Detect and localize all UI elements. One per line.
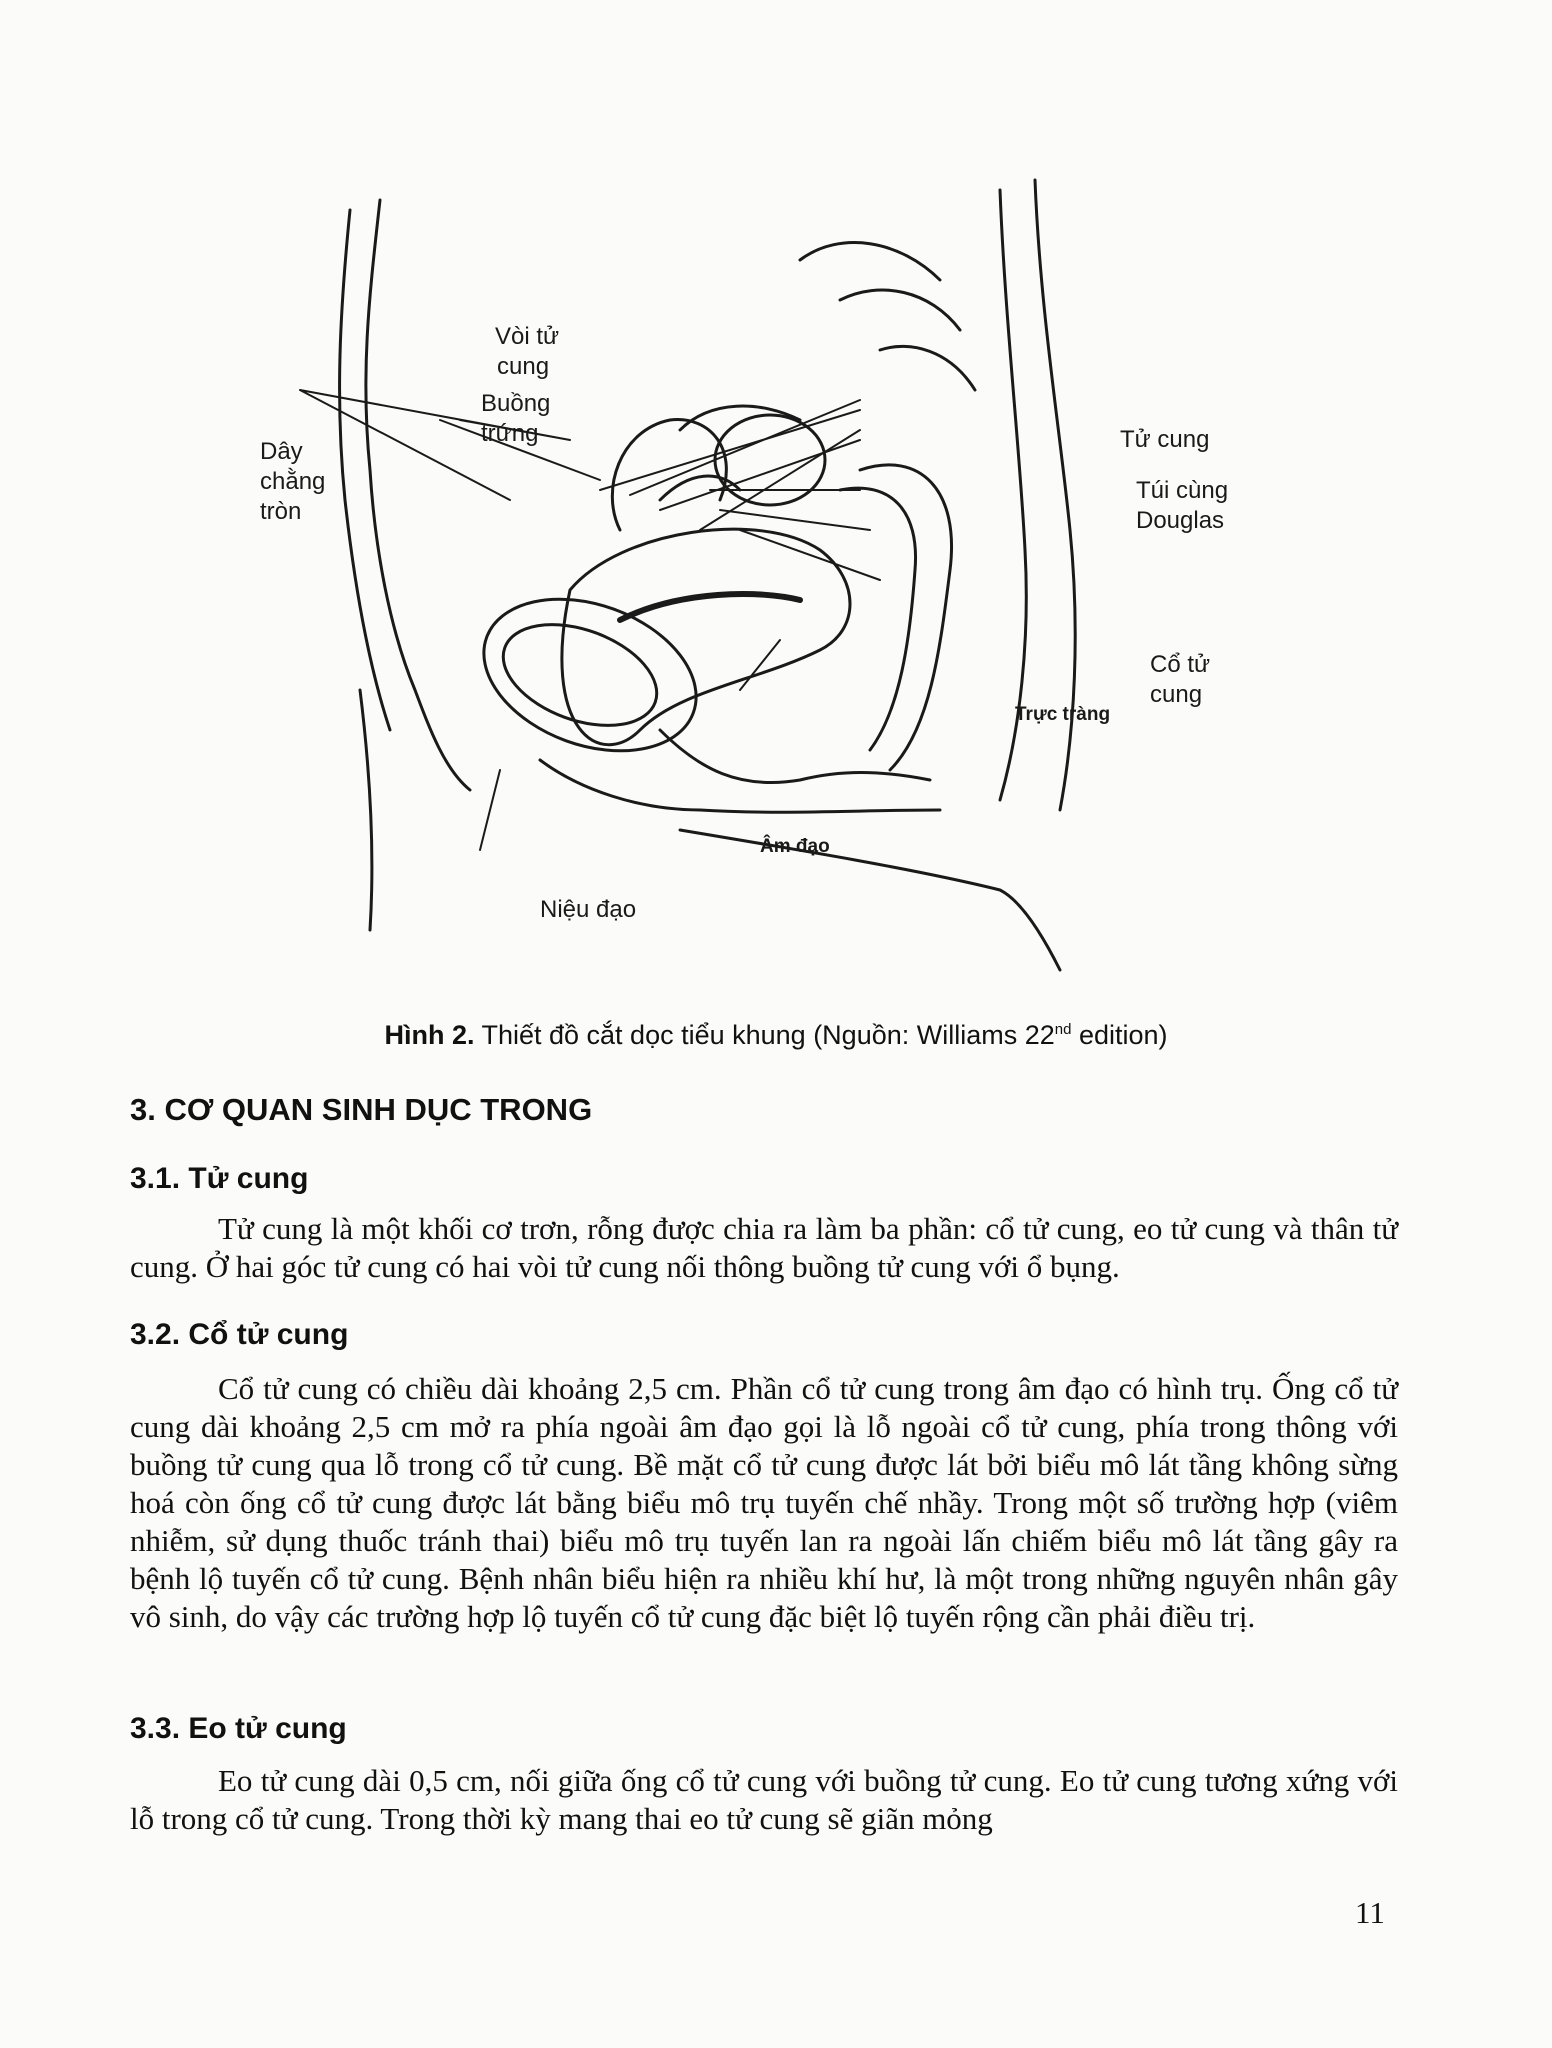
label-day-chang-tron-2: chằng: [260, 468, 326, 495]
anatomy-figure: [240, 170, 1240, 1010]
label-tui-cung-2: Douglas: [1136, 507, 1225, 534]
label-day-chang-tron-1: Dây: [260, 438, 303, 465]
label-buong-trung-1: Buồng: [481, 390, 551, 417]
label-voi-tu-cung-1: Vòi tử: [495, 323, 560, 350]
section-heading: 3. CƠ QUAN SINH DỤC TRONG: [130, 1092, 593, 1127]
label-am-dao: Âm đạo: [760, 836, 830, 857]
label-tu-cung: Tử cung: [1120, 426, 1210, 453]
caption-text: Thiết đồ cắt dọc tiểu khung (Nguồn: Williams 22: [474, 1020, 1055, 1050]
label-day-chang-tron-3: tròn: [260, 498, 302, 525]
s32-paragraph: Cổ tử cung có chiều dài khoảng 2,5 cm. Phần cổ tử cung trong âm đạo có hình trụ. Ống cổ tử cung dài khoảng 2,5 cm mở ra phía ngoài âm đạo gọi là lỗ ngoài cổ tử cung, phía trong thông với buồng tử cung qua lỗ trong cổ tử cung. Bề mặt cổ tử cung được lát bởi biểu mô lát tầng không sừng hoá còn ống cổ tử cung được lát bằng biểu mô trụ tuyến chế nhầy. Trong một số trường hợp (viêm nhiễm, sử dụng thuốc tránh thai) biểu mô trụ tuyến lan ra ngoài lấn chiếm biểu mô lát tầng gây ra bệnh lộ tuyến cổ tử cung. Bệnh nhân biểu hiện ra nhiều khí hư, là một trong những nguyên nhân gây vô sinh, do vậy các trường hợp lộ tuyến cổ tử cung đặc biệt lộ tuyến rộng cần phải điều trị.: [130, 1371, 1398, 1634]
label-buong-trung-2: trứng: [481, 420, 539, 447]
s33-heading: 3.3. Eo tử cung: [130, 1712, 347, 1745]
figure-caption: [0, 1020, 1552, 1051]
s31-paragraph: Tử cung là một khối cơ trơn, rỗng được chia ra làm ba phần: cổ tử cung, eo tử cung và thân tử cung. Ở hai góc tử cung có hai vòi tử cung nối thông buồng tử cung với ổ bụng.: [130, 1211, 1398, 1284]
label-voi-tu-cung-2: cung: [497, 353, 550, 380]
label-co-tu-cung-1: Cổ tử: [1150, 651, 1211, 678]
pelvis-sagittal-drawing: [240, 170, 1240, 1010]
caption-sup: nd: [1054, 1021, 1072, 1038]
caption-label: Hình 2.: [384, 1020, 475, 1050]
s33-paragraph: Eo tử cung dài 0,5 cm, nối giữa ống cổ tử cung với buồng tử cung. Eo tử cung tương xứng với lỗ trong cổ tử cung. Trong thời kỳ mang thai eo tử cung sẽ giãn mỏng: [130, 1763, 1398, 1836]
s32-heading: 3.2. Cổ tử cung: [130, 1318, 349, 1351]
label-truc-trang: Trực tràng: [1015, 704, 1111, 725]
label-co-tu-cung-2: cung: [1150, 681, 1203, 708]
label-tui-cung-1: Túi cùng: [1136, 477, 1229, 504]
label-nieu-dao: Niệu đạo: [540, 896, 637, 923]
caption-end: edition): [1071, 1020, 1168, 1050]
page-number: 11: [1355, 1895, 1385, 1930]
s31-heading: 3.1. Tử cung: [130, 1162, 309, 1195]
